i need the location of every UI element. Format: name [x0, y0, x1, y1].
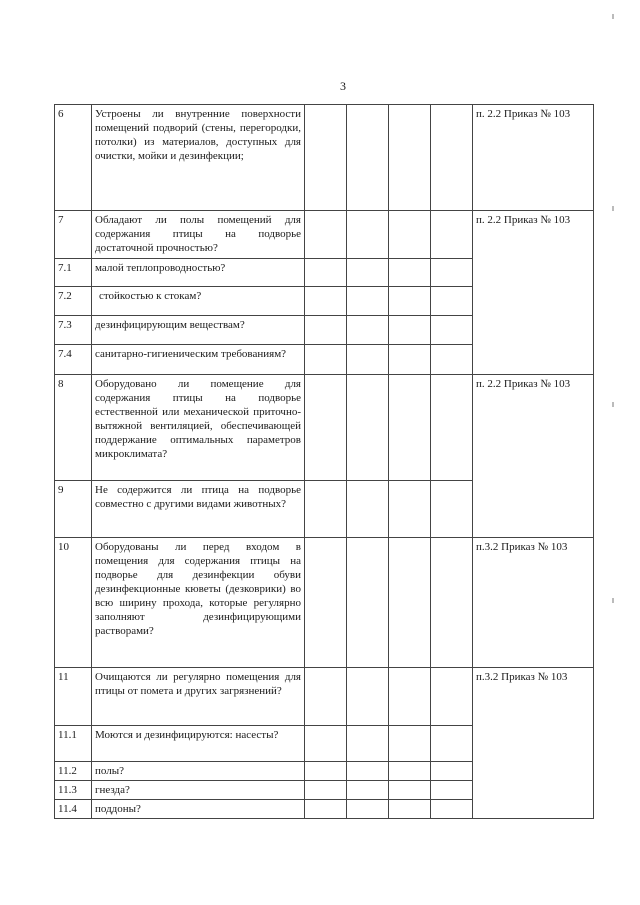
- row-number: 7.1: [55, 259, 92, 287]
- question-cell: Оборудовано ли помещение для содержания птицы на подворье естественной или механической приточно-вытяжной вентиляцией, обеспечивающей поддержание оптимальных параметров микроклимата?: [92, 375, 305, 481]
- row-number: 10: [55, 538, 92, 668]
- scan-mark: [612, 14, 614, 19]
- answer-cell: [347, 211, 389, 259]
- answer-cell: [389, 481, 431, 538]
- answer-cell: [347, 481, 389, 538]
- answer-cell: [347, 538, 389, 668]
- answer-cell: [347, 800, 389, 819]
- reference-cell: п. 2.2 Приказ № 103: [473, 375, 594, 538]
- answer-cell: [389, 726, 431, 762]
- question-cell: гнезда?: [92, 781, 305, 800]
- table-row: [55, 211, 594, 259]
- answer-cell: [389, 345, 431, 375]
- answer-cell: [347, 375, 389, 481]
- row-number: 11.4: [55, 800, 92, 819]
- question-cell: полы?: [92, 762, 305, 781]
- question-cell: поддоны?: [92, 800, 305, 819]
- answer-cell: [347, 105, 389, 211]
- answer-cell: [389, 211, 431, 259]
- question-cell: малой теплопроводностью?: [92, 259, 305, 287]
- answer-cell: [431, 345, 473, 375]
- answer-cell: [305, 781, 347, 800]
- row-number: 11.1: [55, 726, 92, 762]
- answer-cell: [431, 781, 473, 800]
- question-cell: санитарно-гигиеническим требованиям?: [92, 345, 305, 375]
- row-number: 7: [55, 211, 92, 259]
- scan-mark: [612, 206, 614, 211]
- table-row: [55, 375, 594, 481]
- question-text: стойкостью к стокам?: [99, 290, 202, 302]
- answer-cell: [389, 105, 431, 211]
- answer-cell: [389, 259, 431, 287]
- answer-cell: [305, 762, 347, 781]
- answer-cell: [347, 726, 389, 762]
- answer-cell: [305, 481, 347, 538]
- answer-cell: [305, 538, 347, 668]
- answer-cell: [389, 538, 431, 668]
- table-row: [55, 105, 594, 211]
- row-number: 7.3: [55, 316, 92, 345]
- row-number: 11.2: [55, 762, 92, 781]
- answer-cell: [305, 259, 347, 287]
- answer-cell: [389, 781, 431, 800]
- answer-cell: [347, 316, 389, 345]
- answer-cell: [305, 287, 347, 316]
- question-cell: [92, 287, 305, 316]
- table-row: [55, 538, 594, 668]
- question-cell: Устроены ли внутренние поверхности помещений подворий (стены, перегородки, потолки) из материалов, доступных для очистки, мойки и дезинфекции;: [92, 105, 305, 211]
- answer-cell: [305, 345, 347, 375]
- answer-cell: [389, 762, 431, 781]
- answer-cell: [347, 668, 389, 726]
- row-number: 6: [55, 105, 92, 211]
- answer-cell: [431, 762, 473, 781]
- answer-cell: [305, 316, 347, 345]
- answer-cell: [431, 481, 473, 538]
- scan-mark: [612, 402, 614, 407]
- answer-cell: [347, 287, 389, 316]
- row-number: 11.3: [55, 781, 92, 800]
- row-number: 9: [55, 481, 92, 538]
- answer-cell: [389, 668, 431, 726]
- scan-mark: [612, 598, 614, 603]
- reference-cell: п. 2.2 Приказ № 103: [473, 211, 594, 375]
- question-cell: Очищаются ли регулярно помещения для птицы от помета и других загрязнений?: [92, 668, 305, 726]
- answer-cell: [431, 259, 473, 287]
- row-number: 8: [55, 375, 92, 481]
- answer-cell: [389, 800, 431, 819]
- answer-cell: [389, 375, 431, 481]
- answer-cell: [389, 316, 431, 345]
- answer-cell: [305, 668, 347, 726]
- row-number: 7.4: [55, 345, 92, 375]
- table-row: [55, 668, 594, 726]
- answer-cell: [347, 762, 389, 781]
- reference-cell: п. 2.2 Приказ № 103: [473, 105, 594, 211]
- answer-cell: [431, 726, 473, 762]
- answer-cell: [431, 668, 473, 726]
- question-cell: Моются и дезинфицируются: насесты?: [92, 726, 305, 762]
- answer-cell: [431, 287, 473, 316]
- answer-cell: [431, 538, 473, 668]
- answer-cell: [305, 800, 347, 819]
- answer-cell: [347, 345, 389, 375]
- answer-cell: [305, 375, 347, 481]
- page-number: 3: [340, 79, 346, 93]
- answer-cell: [431, 316, 473, 345]
- question-cell: Обладают ли полы помещений для содержания птицы на подворье достаточной прочностью?: [92, 211, 305, 259]
- row-number: 7.2: [55, 287, 92, 316]
- answer-cell: [305, 211, 347, 259]
- reference-cell: п.3.2 Приказ № 103: [473, 538, 594, 668]
- inspection-checklist-table: [54, 104, 594, 819]
- answer-cell: [305, 726, 347, 762]
- row-number: 11: [55, 668, 92, 726]
- answer-cell: [431, 375, 473, 481]
- question-cell: дезинфицирующим веществам?: [92, 316, 305, 345]
- answer-cell: [431, 211, 473, 259]
- answer-cell: [431, 800, 473, 819]
- question-cell: Оборудованы ли перед входом в помещения для содержания птицы на подворье для дезинфекции обуви дезинфекционные кюветы (дезковрики) во всю ширину прохода, которые регулярно заполняют дезинфицирующими растворами?: [92, 538, 305, 668]
- answer-cell: [347, 259, 389, 287]
- answer-cell: [347, 781, 389, 800]
- answer-cell: [431, 105, 473, 211]
- answer-cell: [305, 105, 347, 211]
- question-cell: Не содержится ли птица на подворье совместно с другими видами животных?: [92, 481, 305, 538]
- reference-cell: п.3.2 Приказ № 103: [473, 668, 594, 819]
- answer-cell: [389, 287, 431, 316]
